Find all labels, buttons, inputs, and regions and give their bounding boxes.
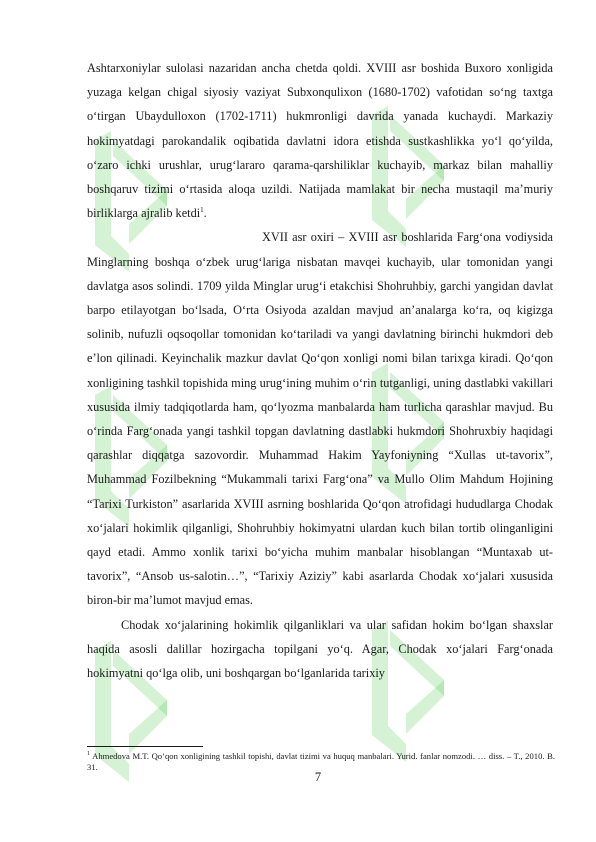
footnote-marker: 1: [87, 751, 90, 758]
paragraph-3: Chodak xo‘jalarining hokimlik qilganliklari va ular safidan hokim bo‘lgan shaxslar haqida asosli dalillar hozirgacha topilgani yo‘q. Agar, Chodak xo‘jalari Farg‘onada hokimyatni qo‘lga olib, uni boshqargan bo‘lganlarida tarixiy: [87, 617, 553, 681]
page-number: 7: [314, 770, 322, 784]
paragraph-1: [87, 56, 553, 225]
footnote-text: Ahmedova M.T. Qo’qon xonligining tashkil topishi, davlat tizimi va huquq manbalari. Yurid. fanlar nomzodi. … diss. – T., 2010. B. 31.: [87, 751, 555, 772]
paragraph-2: XVII asr oxiri – XVIII asr boshlarida Farg‘ona vodiysida Minglarning boshqa o‘zbek urug‘lariga nisbatan mavqei kuchayib, ular tomonidan yangi davlatga asos solindi. 1709 yilda Minglar urug‘i etakchisi Shohruhbiy, garchi yangidan davlat barpo etilayotgan bo‘lsada, O‘rta Osiyoda azaldan mavjud an’analarga ko‘ra, oq kigizga solinib, nufuzli oqsoqollar tomonidan ko‘tariladi va yangi davlatning birinchi hukmdori deb e’lon qilinadi. Keyinchalik mazkur davlat Qo‘qon xonligi nomi bilan tarixga kiradi. Qo‘qon xonligining tashkil topishida ming urug‘ining muhim o‘rin tutganligi, uning dastlabki vakillari xususida ilmiy tadqiqotlarda ham, qo‘lyozma manbalarda ham turlicha qarashlar mavjud. Bu o‘rinda Farg‘onada yangi tashkil topgan davlatning dastlabki hukmdori Shohruxbiy haqidagi qarashlar diqqatga sazovordir. Muhammad Hakim Yayfoniyning “Xullas ut-tavorix”, Muhammad Fozilbekning “Mukammali tarixi Farg‘ona” va Mullo Olim Mahdum Hojining “Tarixi Turkiston” asarlarida XVIII asrning boshlarida Qo‘qon atrofidagi hududlarga Chodak xo‘jalari hokimlik qilganligi, Shohruhbiy hokimyatni ulardan kuch bilan tortib olinganligini qayd etadi. Ammo xonlik tarixi bo‘yicha muhim manbalar hisoblangan “Muntaxab ut-tavorix”, “Ansob us-salotin…”, “Tarixiy Aziziy” kabi asarlarda Chodak xo‘jalari xususida biron-bir ma’lumot mavjud emas.: [87, 230, 553, 608]
paragraph-1-text: Ashtarxoniylar sulolasi nazaridan ancha chetda qoldi. XVIII asr boshida Buxoro xonligida yuzaga kelgan chigal siyosiy vaziyat Subxonqulixon (1680-1702) vafotidan so‘ng taxtga o‘tirgan Ubaydulloxon (1702-1711) hukmronligi davrida yanada kuchaydi. Markaziy hokimyatdagi parokandalik oqibatida davlatni idora etishda sustkashlikka yo‘l qo‘yilda, o‘zaro ichki urushlar, urug‘lararo qarama-qarshiliklar kuchayib, markaz bilan mahalliy boshqaruv tizimi o‘rtasida aloqa uzildi. Natijada mamlakat bir necha mustaqil ma’muriy birliklarga ajralib ketdi: [87, 61, 553, 221]
footnote-separator: [87, 746, 203, 747]
footnote-reference[interactable]: 1: [200, 206, 204, 215]
document-body: [87, 56, 553, 685]
paragraph-1-tail: .: [203, 206, 207, 221]
